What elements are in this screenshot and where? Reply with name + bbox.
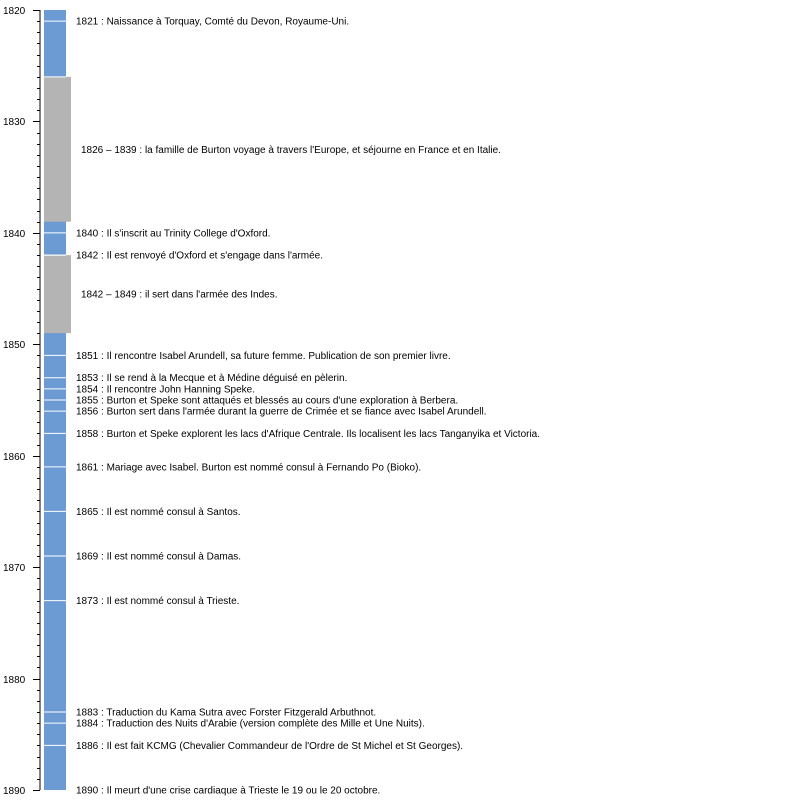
periods: [44, 77, 71, 333]
axis-tick-label: 1890: [3, 786, 26, 797]
event-label: 1858 : Burton et Speke explorent les lacs d'Afrique Centrale. Ils localisent les lacs Tanganyika et Victoria.: [76, 428, 541, 440]
axis-tick-label: 1860: [3, 452, 26, 463]
event-label: 1855 : Burton et Speke sont attaqués et blessés au cours d'une exploration à Berbera.: [76, 395, 459, 407]
period-label: 1826 – 1839 : la famille de Burton voyage à travers l'Europe, et séjourne en France et en Italie.: [81, 144, 501, 156]
event-label: 1886 : Il est fait KCMG (Chevalier Commandeur de l'Ordre de St Michel et St Georges).: [76, 740, 464, 752]
period-label: 1842 – 1849 : il sert dans l'armée des Indes.: [81, 289, 278, 301]
event-label: 1869 : Il est nommé consul à Damas.: [76, 551, 242, 563]
period-block: [44, 77, 71, 222]
event-label: 1865 : Il est nommé consul à Santos.: [76, 506, 241, 518]
event-labels: [76, 17, 540, 797]
axis-tick-label: 1870: [3, 563, 26, 574]
event-label: 1890 : Il meurt d'une crise cardiaque à Trieste le 19 ou le 20 octobre.: [76, 785, 381, 797]
axis: [3, 6, 40, 797]
period-block: [44, 255, 71, 333]
event-label: 1856 : Burton sert dans l'armée durant la guerre de Crimée et se fiance avec Isabel Arundell.: [76, 406, 487, 418]
event-label: 1883 : Traduction du Kama Sutra avec Forster Fitzgerald Arbuthnot.: [76, 707, 377, 719]
axis-tick-label: 1820: [3, 6, 26, 17]
event-label: 1884 : Traduction des Nuits d'Arabie (version complète des Mille et Une Nuits).: [76, 718, 425, 730]
event-label: 1873 : Il est nommé consul à Trieste.: [76, 596, 240, 608]
axis-tick-label: 1830: [3, 117, 26, 128]
axis-tick-label: 1850: [3, 340, 26, 351]
event-label: 1861 : Mariage avec Isabel. Burton est nommé consul à Fernando Po (Bioko).: [76, 462, 422, 474]
event-label: 1854 : Il rencontre John Hanning Speke.: [76, 384, 256, 396]
axis-tick-label: 1840: [3, 229, 26, 240]
event-label: 1842 : Il est renvoyé d'Oxford et s'engage dans l'armée.: [76, 250, 323, 262]
axis-tick-label: 1880: [3, 675, 26, 686]
event-label: 1853 : Il se rend à la Mecque et à Médine déguisé en pèlerin.: [76, 373, 348, 385]
event-label: 1821 : Naissance à Torquay, Comté du Devon, Royaume-Uni.: [76, 16, 350, 28]
event-label: 1840 : Il s'inscrit au Trinity College d'Oxford.: [76, 228, 271, 240]
event-label: 1851 : Il rencontre Isabel Arundell, sa future femme. Publication de son premier livre.: [76, 350, 451, 362]
